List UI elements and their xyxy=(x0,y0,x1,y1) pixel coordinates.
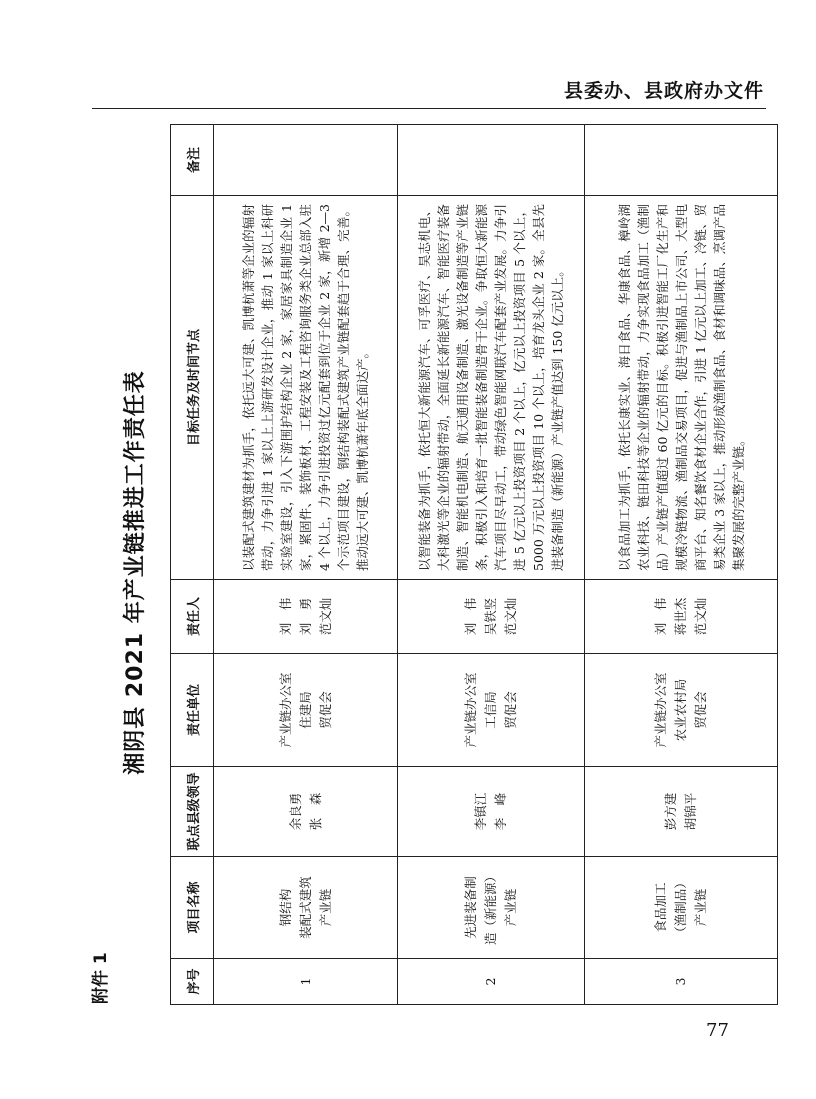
responsible-units: 产业链办公室 工信局 贸促会 xyxy=(398,654,585,767)
responsible-units: 产业链办公室 农业农村局 贸促会 xyxy=(585,654,778,767)
rotated-page-content xyxy=(80,125,746,1020)
col-header: 责任单位 xyxy=(171,654,214,767)
table-row xyxy=(398,125,585,1005)
responsible-persons: 刘 伟 吴铁竖 范文灿 xyxy=(398,580,585,654)
county-leaders: 余良勇 张 森 xyxy=(214,767,398,857)
responsibility-table xyxy=(170,124,778,1005)
county-leaders: 李镇江 李 峰 xyxy=(398,767,585,857)
document-header xyxy=(0,0,816,120)
target-task: 以装配式建筑建材为抓手，依托远大可建、凯博杭萧等企业的辐射带动，力争引进 1 家以上上游研发设计企业，推动 1 家以上科研实验室建设，引入下游围护结构企业 2 家，家居家具制造企业 1 家，紧固件、装饰板材、工程安装及工程咨询服务类企业总部入驻 4 个以上，力争引进投资过亿元配套到位于企业 2 家，新增 2—3 个示范项目建设，钢结构装配式建筑产业链配套趋于合理、完善。推动远大可建、凯博杭萧年底全面达产。 xyxy=(214,196,398,580)
annex-label: 附件 1 xyxy=(91,952,111,1004)
responsible-persons: 刘 伟 蒋世杰 范文灿 xyxy=(585,580,778,654)
col-header: 项目名称 xyxy=(171,857,214,959)
row-number: 2 xyxy=(398,959,585,1005)
col-header: 联点县级领导 xyxy=(171,767,214,857)
project-name: 食品加工 （渔制品） 产业链 xyxy=(585,857,778,959)
col-header: 责任人 xyxy=(171,580,214,654)
remark xyxy=(214,125,398,196)
target-task: 以智能装备为抓手，依托恒大新能源汽车、可孚医疗、昊志机电、大科激光等企业的辐射带动，全面延长新能源汽车、智能医疗装备制造、智能机电制造、航天通用设备制造、激光设备制造等产业链条，积极引入和培育一批智能装备制造骨干企业。争取恒大新能源汽车项目尽早动工，带动绿色智能网联汽车配套产业发展。力争引进 5 亿元以上投资项目 2 个以上，亿元以上投资项目 5 个以上，5000 万元以上投资项目 10 个以上，培育龙头企业 2 家。全县先进装备制造（新能源）产业链产值达到 150 亿元以上。 xyxy=(398,196,585,580)
project-name: 钢结构 装配式建筑 产业链 xyxy=(214,857,398,959)
col-header: 序号 xyxy=(171,959,214,1005)
table-header-row xyxy=(171,125,214,1005)
remark xyxy=(585,125,778,196)
remark xyxy=(398,125,585,196)
project-name: 先进装备制 造（新能源） 产业链 xyxy=(398,857,585,959)
target-task: 以食品加工为抓手，依托长康实业、海日食品、华康食品、樟岭湖农业科技、链田科技等企业的辐射带动，力争实现食品加工（渔制品）产业链产值超过 60 亿元的目标。积极引进智能工厂化生产和规模冷链物流、渔制品交易项目，促进与渔制品上市公司、大型电商平台、知名餐饮食材企业合作，引进 1 亿元以上加工、冷链、贸易类企业 3 家以上，推动形成渔制食品、食材和调味品、烹调产品集聚发展的完整产业链。 xyxy=(585,196,778,580)
page-title: 湘阴县 2021 年产业链推进工作责任表 xyxy=(123,370,148,775)
row-number: 1 xyxy=(214,959,398,1005)
table-row xyxy=(214,125,398,1005)
page-number: 77 xyxy=(706,1020,729,1041)
col-header: 目标任务及时间节点 xyxy=(171,196,214,580)
responsible-units: 产业链办公室 住建局 贸促会 xyxy=(214,654,398,767)
table-row xyxy=(585,125,778,1005)
header-title: 县委办、县政府办文件 xyxy=(563,80,764,102)
responsible-persons: 刘 伟 刘 勇 范文灿 xyxy=(214,580,398,654)
county-leaders: 彭方建 胡锦平 xyxy=(585,767,778,857)
col-header: 备注 xyxy=(171,125,214,196)
row-number: 3 xyxy=(585,959,778,1005)
header-rule xyxy=(92,108,766,109)
